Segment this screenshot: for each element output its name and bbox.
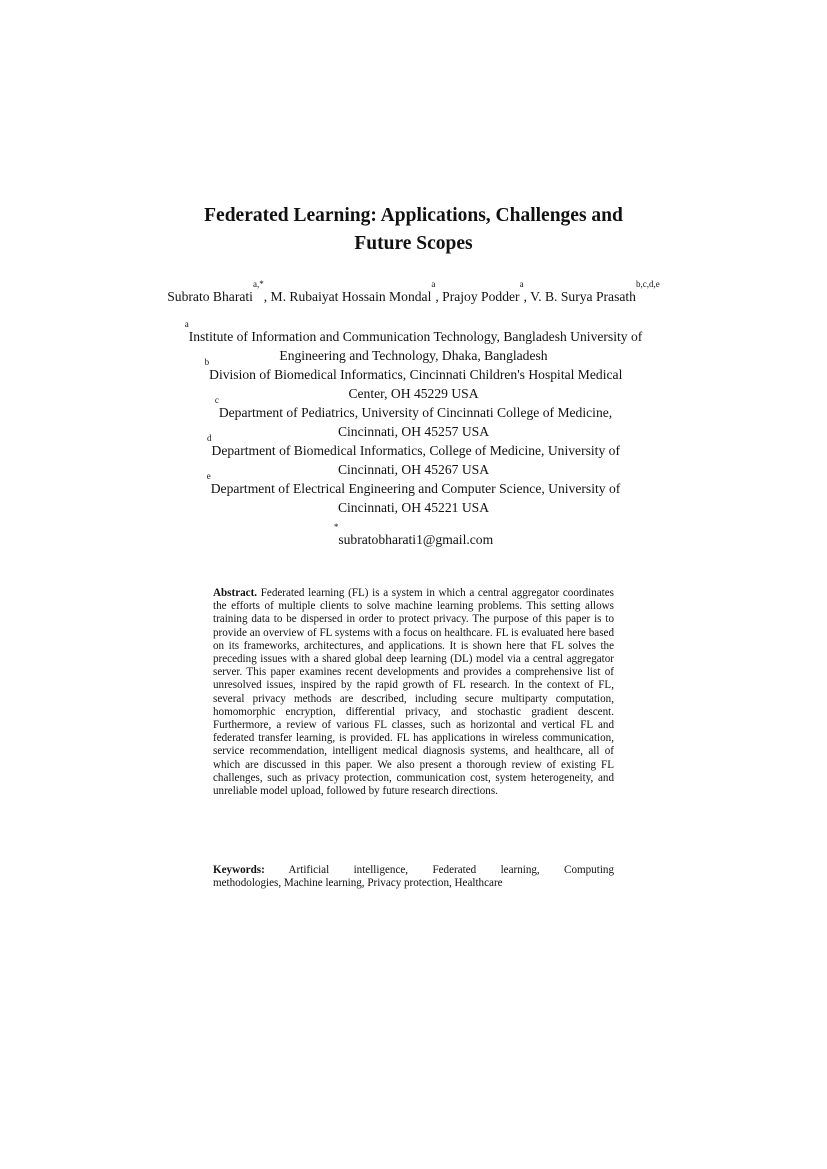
affiliation-line: Cincinnati, OH 45257 USA (337, 424, 490, 439)
affiliation-list (160, 319, 667, 517)
keywords-line-1: Artificial intelligence, Federated learning, Computing (288, 864, 614, 876)
keywords (213, 864, 614, 890)
affiliation-mark: a (184, 319, 189, 329)
affiliation-line: Department of Electrical Engineering and Computer Science, University of (210, 481, 621, 496)
affiliation-mark: b (204, 357, 210, 367)
affiliation-line: Cincinnati, OH 45221 USA (337, 500, 490, 515)
affiliation-line: Institute of Information and Communication Technology, Bangladesh University of (188, 329, 643, 344)
affiliation-line: Department of Pediatrics, University of Cincinnati College of Medicine, (218, 405, 613, 420)
keywords-label: Keywords: (213, 864, 265, 876)
affiliation-line: Division of Biomedical Informatics, Cincinnati Children's Hospital Medical (209, 367, 623, 382)
affiliation (160, 357, 667, 403)
email-address[interactable]: subratobharati1@gmail.com (338, 532, 494, 547)
author-affiliation-mark: a (431, 279, 436, 289)
affiliation (160, 395, 667, 441)
affiliation (160, 433, 667, 479)
abstract (213, 587, 614, 798)
paper-title (150, 202, 677, 258)
corresponding-mark: * (333, 522, 339, 532)
affiliation-line: Cincinnati, OH 45267 USA (337, 462, 490, 477)
affiliation-line: Center, OH 45229 USA (348, 386, 479, 401)
author-name: Prajoy Podder (442, 289, 520, 304)
title-line-1: Federated Learning: Applications, Challenges and (204, 205, 623, 226)
affiliation-line: Engineering and Technology, Dhaka, Bangladesh (279, 348, 548, 363)
corresponding-email (160, 522, 667, 549)
author-affiliation-mark: a,* (252, 279, 264, 289)
author-affiliation-mark: a (519, 279, 524, 289)
affiliation-line: Department of Biomedical Informatics, College of Medicine, University of (211, 443, 620, 458)
author-name: V. B. Surya Prasath (530, 289, 636, 304)
affiliation-mark: c (214, 395, 219, 405)
affiliation-mark: e (206, 471, 211, 481)
author-name: M. Rubaiyat Hossain Mondal (270, 289, 432, 304)
keywords-line-2: methodologies, Machine learning, Privacy protection, Healthcare (213, 877, 503, 890)
affiliation (160, 319, 667, 365)
affiliation (160, 471, 667, 517)
affiliation-mark: d (207, 433, 212, 443)
author-list: Subrato Bharati$^{a,*}$, M. Rubaiyat Hossain Mondal$^a$, Prajoy Podder$^a$, V. B. Surya Prasath$^{b,c,d,e}$ (167, 279, 660, 304)
abstract-label: Abstract. (213, 587, 258, 599)
abstract-text: Federated learning (FL) is a system in which a central aggregator coordinates the efforts of multiple clients to solve machine learning problems. This setting allows training data to be dispersed in order to protect privacy. The purpose of this paper is to provide an overview of FL systems with a focus on healthcare. FL is evaluated here based on its frameworks, architectures, and applications. It is shown here that FL solves the preceding issues with a shared global deep learning (DL) model via a central aggregator server. This paper examines recent developments and provides a comprehensive list of unresolved issues, inspired by the rapid growth of FL research. In the context of FL, several privacy methods are described, including secure multiparty computation, homomorphic encryption, differential privacy, and stochastic gradient descent. Furthermore, a review of various FL classes, such as horizontal and vertical FL and federated transfer learning, is provided. FL has applications in wireless communication, service recommendation, intelligent medical diagnosis systems, and healthcare, all of which are discussed in this paper. We also present a thorough review of existing FL challenges, such as privacy protection, communication cost, system heterogeneity, and unreliable model upload, followed by future research directions. (213, 587, 614, 798)
title-line-2: Future Scopes (354, 233, 473, 254)
author-name: Subrato Bharati (167, 289, 253, 304)
author-affiliation-mark: b,c,d,e (635, 279, 660, 289)
